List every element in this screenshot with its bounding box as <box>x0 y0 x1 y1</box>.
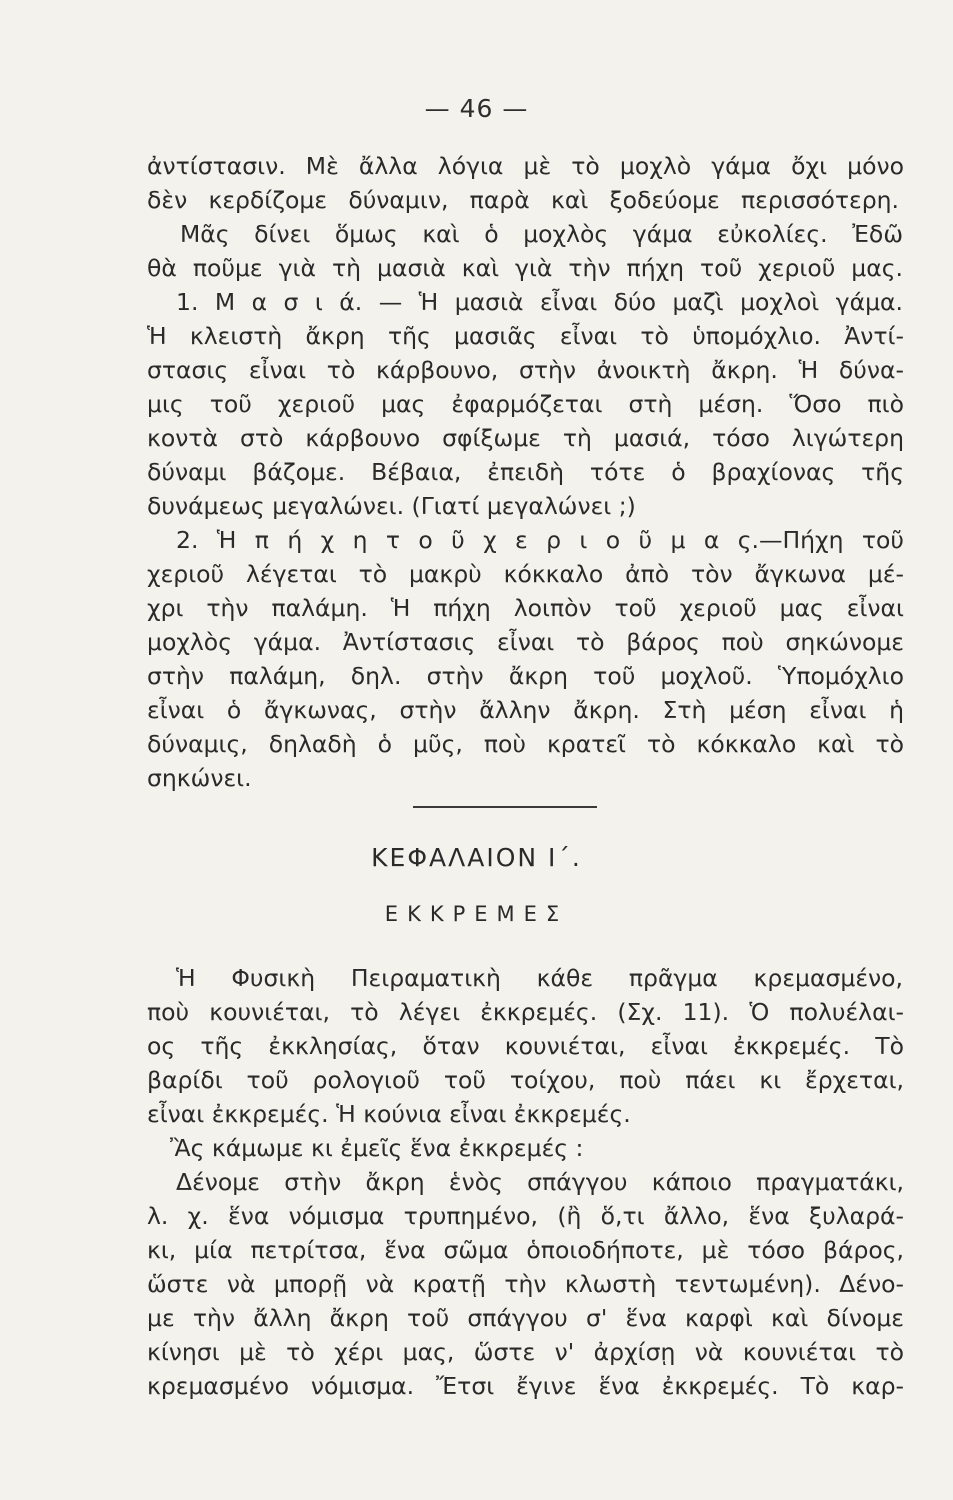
text-line: κίνησι μὲ τὸ χέρι μας, ὥστε ν' ἀρχίσῃ νὰ κουνιέται τὸ <box>147 1338 904 1366</box>
text-line: Ἡ κλειστὴ ἄκρη τῆς μασιᾶς εἶναι τὸ ὑπομόχλιο. Ἀντί- <box>147 322 904 350</box>
text-line: 1. Μ α σ ι ά. — Ἡ μασιὰ εἶναι δύο μαζὶ μοχλοὶ γάμα. <box>176 288 903 316</box>
text-line: 2. Ἡ π ή χ η τ ο ῦ χ ε ρ ι ο ῦ μ α ς.—Πήχη τοῦ <box>176 526 904 554</box>
text-line: κι, μία πετρίτσα, ἕνα σῶμα ὁποιοδήποτε, μὲ τόσο βάρος, <box>147 1236 904 1264</box>
text-line: εἶναι ὁ ἄγκωνας, στὴν ἄλλην ἄκρη. Στὴ μέση εἶναι ἡ <box>147 696 904 724</box>
text-line: Ἂς κάμωμε κι ἐμεῖς ἕνα ἐκκρεμές : <box>170 1134 584 1162</box>
section-divider <box>413 806 597 808</box>
text-line: χεριοῦ λέγεται τὸ μακρὺ κόκκαλο ἀπὸ τὸν ἄγκωνα μέ- <box>147 560 904 588</box>
chapter-subtitle: ΕΚΚΡΕΜΕΣ <box>384 902 569 926</box>
text-line: βαρίδι τοῦ ρολογιοῦ τοῦ τοίχου, ποὺ πάει κι ἔρχεται, <box>147 1066 904 1094</box>
text-line: ποὺ κουνιέται, τὸ λέγει ἐκκρεμές. (Σχ. 11). Ὁ πολυέλαι- <box>147 998 904 1026</box>
text-line: μις τοῦ χεριοῦ μας ἐφαρμόζεται στὴ μέση. Ὅσο πιὸ <box>147 390 904 418</box>
text-line: χρι τὴν παλάμη. Ἡ πήχη λοιπὸν τοῦ χεριοῦ μας εἶναι <box>147 594 904 622</box>
chapter-title: ΚΕΦΑΛΑΙΟΝ Ι΄. <box>371 843 582 872</box>
text-line: στασις εἶναι τὸ κάρβουνο, στὴν ἀνοικτὴ ἄκρη. Ἡ δύνα- <box>147 356 904 384</box>
text-line-hidden-fix <box>147 697 904 730</box>
text-line: ἀντίστασιν. Μὲ ἄλλα λόγια μὲ τὸ μοχλὸ γάμα ὄχι μόνο <box>147 152 904 180</box>
text-line: ος τῆς ἐκκλησίας, ὅταν κουνιέται, εἶναι ἐκκρεμές. Τὸ <box>147 1032 904 1060</box>
text-line: κοντὰ στὸ κάρβουνο σφίξωμε τὴ μασιά, τόσο λιγώτερη <box>147 424 904 452</box>
text-line: δὲν κερδίζομε δύναμιν, παρὰ καὶ ξοδεύομε περισσότερη. <box>147 186 899 214</box>
text-line: Ἡ Φυσικὴ Πειραματικὴ κάθε πρᾶγμα κρεμασμένο, <box>176 964 903 992</box>
text-line: δυνάμεως μεγαλώνει. (Γιατί μεγαλώνει ;) <box>147 492 636 520</box>
text-line: θὰ ποῦμε γιὰ τὴ μασιὰ καὶ γιὰ τὴν πήχη τοῦ χεριοῦ μας. <box>147 254 903 282</box>
text-line: σηκώνει. <box>147 764 252 792</box>
text-line: στὴν παλάμη, δηλ. στὴν ἄκρη τοῦ μοχλοῦ. Ὑπομόχλιο <box>147 662 904 690</box>
text-line: με τὴν ἄλλη ἄκρη τοῦ σπάγγου σ' ἕνα καρφὶ καὶ δίνομε <box>147 1304 904 1332</box>
text-line: ὥστε νὰ μπορῇ νὰ κρατῇ τὴν κλωστὴ τεντωμένη). Δένο- <box>147 1270 904 1298</box>
page-number: — 46 — <box>424 94 529 123</box>
text-line: δύναμι βάζομε. Βέβαια, ἐπειδὴ τότε ὁ βραχίονας τῆς <box>147 458 904 486</box>
text-line: Δένομε στὴν ἄκρη ἑνὸς σπάγγου κάποιο πραγματάκι, <box>176 1168 904 1196</box>
text-line: Μᾶς δίνει ὅμως καὶ ὁ μοχλὸς γάμα εὐκολίες. Ἐδῶ <box>180 220 903 248</box>
text-line: δύναμις, δηλαδὴ ὁ μῦς, ποὺ κρατεῖ τὸ κόκκαλο καὶ τὸ <box>147 730 904 758</box>
text-line: λ. χ. ἕνα νόμισμα τρυπημένο, (ἢ ὅ,τι ἄλλο, ἕνα ξυλαρά- <box>147 1202 904 1230</box>
text-line: μοχλὸς γάμα. Ἀντίστασις εἶναι τὸ βάρος ποὺ σηκώνομε <box>147 628 904 656</box>
text-line: κρεμασμένο νόμισμα. Ἔτσι ἔγινε ἕνα ἐκκρεμές. Τὸ καρ- <box>147 1372 904 1400</box>
text-line: εἶναι ἐκκρεμές. Ἡ κούνια εἶναι ἐκκρεμές. <box>147 1100 631 1128</box>
